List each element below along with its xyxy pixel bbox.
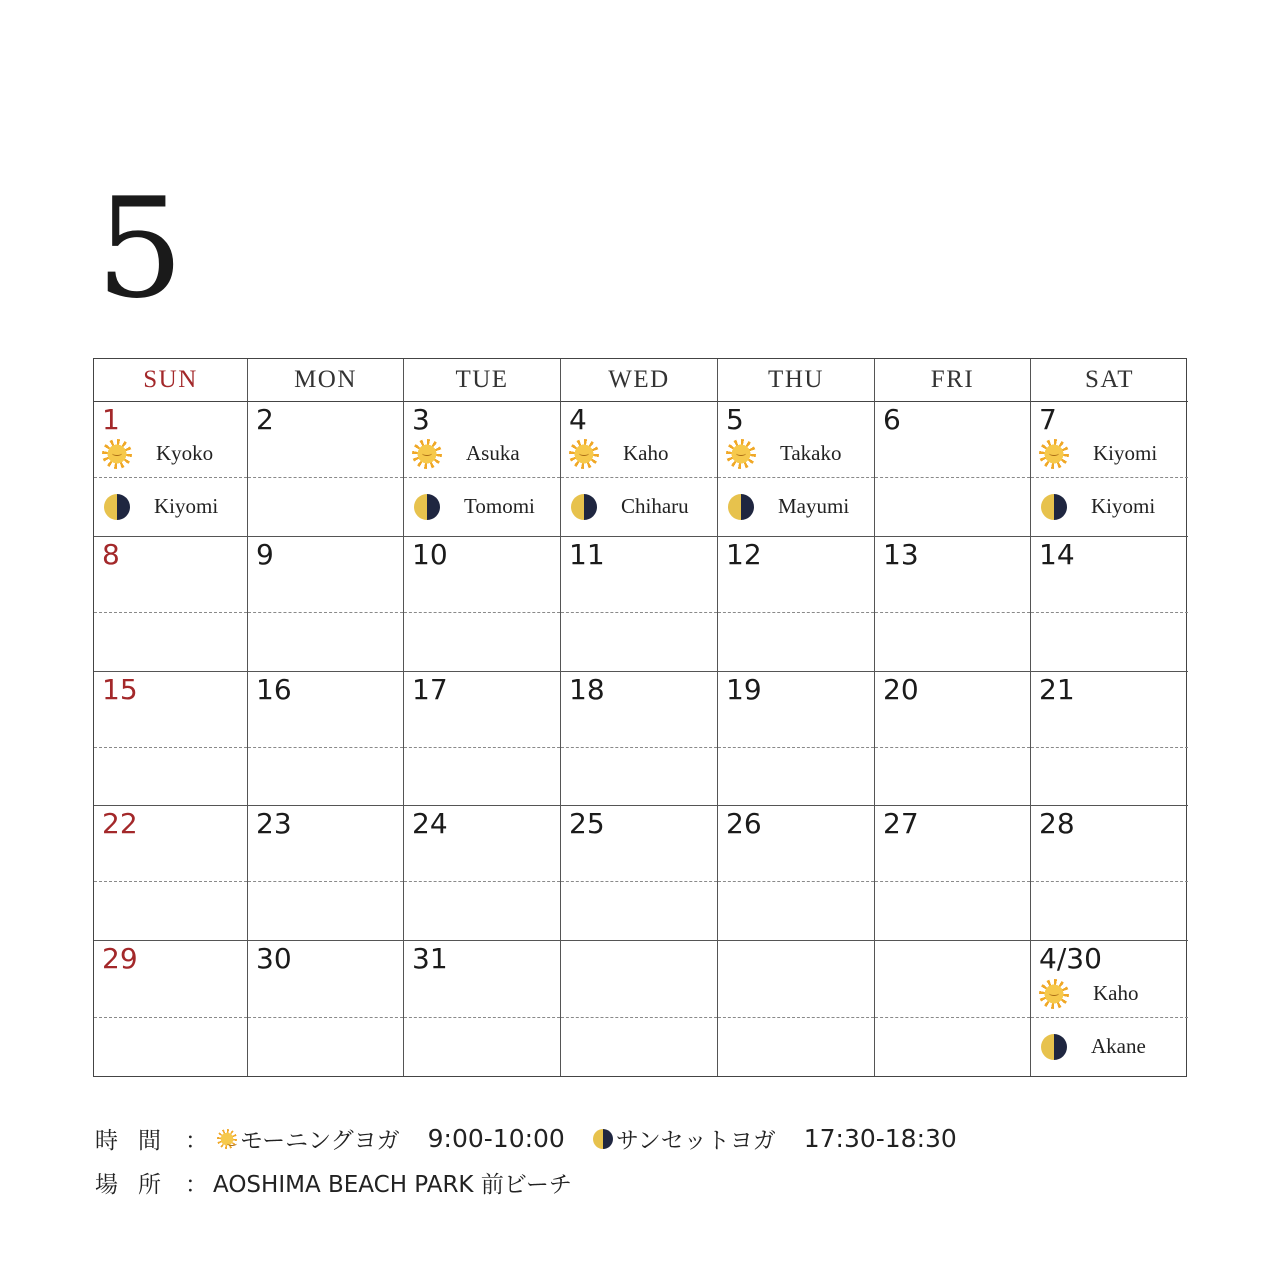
sun-icon xyxy=(102,439,132,469)
date-number: 18 xyxy=(569,672,605,706)
day-cell xyxy=(1031,672,1188,807)
colon: ： xyxy=(185,1128,208,1154)
day-cell xyxy=(1031,402,1188,537)
day-cell xyxy=(718,941,875,1076)
day-cell xyxy=(718,537,875,672)
half-moon-icon xyxy=(728,494,754,520)
half-moon-icon xyxy=(1041,1034,1067,1060)
day-cell xyxy=(248,806,404,941)
day-cell xyxy=(718,806,875,941)
day-cell xyxy=(94,537,248,672)
morning-instructor xyxy=(412,439,554,469)
sunset-instructor xyxy=(569,494,711,520)
day-cell xyxy=(561,941,718,1076)
morning-instructor xyxy=(1039,439,1182,469)
footer-time-row xyxy=(95,1122,985,1155)
date-number: 24 xyxy=(412,807,448,841)
day-cell xyxy=(1031,941,1188,1076)
instructor-name: Mayumi xyxy=(778,494,850,519)
date-number: 23 xyxy=(256,807,292,841)
date-number: 17 xyxy=(412,672,448,706)
sunset-yoga-time: 17:30-18:30 xyxy=(803,1124,957,1153)
day-cell xyxy=(248,672,404,807)
morning-yoga-label: モーニングヨガ xyxy=(240,1128,400,1154)
date-number: 7 xyxy=(1039,403,1057,436)
day-cell xyxy=(875,537,1031,672)
date-number: 19 xyxy=(726,672,762,706)
sunset-instructor xyxy=(102,494,241,520)
date-number: 29 xyxy=(102,942,138,976)
day-cell xyxy=(404,672,561,807)
instructor-name: Asuka xyxy=(466,441,520,466)
date-number: 9 xyxy=(256,537,274,571)
day-cell xyxy=(248,941,404,1076)
date-number: 3 xyxy=(412,403,430,436)
instructor-name: Kiyomi xyxy=(154,494,219,519)
footer-place-row xyxy=(95,1166,572,1199)
date-number: 12 xyxy=(726,537,762,571)
date-number: 10 xyxy=(412,537,448,571)
weekday-header-wed: WED xyxy=(561,359,718,402)
half-moon-icon xyxy=(414,494,440,520)
day-cell xyxy=(404,941,561,1076)
date-number: 16 xyxy=(256,672,292,706)
date-number: 25 xyxy=(569,807,605,841)
date-number: 4/30 xyxy=(1039,942,1102,976)
colon: ： xyxy=(185,1172,208,1198)
weekday-header-sun: SUN xyxy=(94,359,248,402)
day-cell xyxy=(718,402,875,537)
day-cell xyxy=(94,806,248,941)
sun-icon xyxy=(217,1129,237,1149)
morning-instructor xyxy=(1039,979,1182,1009)
sun-icon xyxy=(569,439,599,469)
day-cell xyxy=(94,402,248,537)
instructor-name: Kiyomi xyxy=(1093,441,1158,466)
date-number: 11 xyxy=(569,537,605,571)
sunset-instructor xyxy=(1039,1034,1182,1060)
sunset-instructor xyxy=(412,494,554,520)
date-number: 15 xyxy=(102,672,138,706)
date-number: 4 xyxy=(569,403,587,436)
date-number: 26 xyxy=(726,807,762,841)
date-number: 21 xyxy=(1039,672,1075,706)
instructor-name: Chiharu xyxy=(621,494,689,519)
weekday-header-mon: MON xyxy=(248,359,404,402)
date-number: 14 xyxy=(1039,537,1075,571)
date-number: 31 xyxy=(412,942,448,976)
day-cell xyxy=(875,806,1031,941)
day-cell xyxy=(718,672,875,807)
day-cell xyxy=(94,672,248,807)
date-number: 22 xyxy=(102,807,138,841)
morning-yoga-time: 9:00-10:00 xyxy=(427,1124,565,1153)
day-cell xyxy=(404,537,561,672)
instructor-name: Akane xyxy=(1091,1034,1146,1059)
place-value: AOSHIMA BEACH PARK 前ビーチ xyxy=(213,1172,572,1198)
weekday-header-fri: FRI xyxy=(875,359,1031,402)
date-number: 28 xyxy=(1039,807,1075,841)
day-cell xyxy=(1031,806,1188,941)
weekday-header-sat: SAT xyxy=(1031,359,1188,402)
day-cell xyxy=(561,402,718,537)
date-number: 30 xyxy=(256,942,292,976)
date-number: 2 xyxy=(256,403,274,436)
morning-instructor xyxy=(726,439,868,469)
sun-icon xyxy=(726,439,756,469)
morning-instructor xyxy=(569,439,711,469)
morning-instructor xyxy=(102,439,241,469)
day-cell xyxy=(875,402,1031,537)
calendar-grid xyxy=(93,358,1187,1077)
day-cell xyxy=(561,672,718,807)
date-number: 6 xyxy=(883,403,901,436)
date-number: 5 xyxy=(726,403,744,436)
sunset-yoga-label: サンセットヨガ xyxy=(615,1128,776,1154)
day-cell xyxy=(404,402,561,537)
sun-icon xyxy=(1039,439,1069,469)
day-cell xyxy=(561,806,718,941)
half-moon-icon xyxy=(571,494,597,520)
month-number: 5 xyxy=(96,168,184,329)
date-number: 20 xyxy=(883,672,919,706)
date-number: 1 xyxy=(102,403,120,436)
day-cell xyxy=(94,941,248,1076)
instructor-name: Kaho xyxy=(623,441,669,466)
weekday-header-thu: THU xyxy=(718,359,875,402)
instructor-name: Kaho xyxy=(1093,981,1139,1006)
day-cell xyxy=(248,402,404,537)
day-cell xyxy=(1031,537,1188,672)
weekday-header-tue: TUE xyxy=(404,359,561,402)
day-cell xyxy=(404,806,561,941)
sun-icon xyxy=(1039,979,1069,1009)
date-number: 27 xyxy=(883,807,919,841)
day-cell xyxy=(248,537,404,672)
half-moon-icon xyxy=(593,1129,613,1149)
sunset-instructor xyxy=(726,494,868,520)
instructor-name: Kyoko xyxy=(156,441,214,466)
time-label: 時間 xyxy=(95,1128,181,1154)
date-number: 8 xyxy=(102,537,120,571)
half-moon-icon xyxy=(1041,494,1067,520)
instructor-name: Tomomi xyxy=(464,494,535,519)
date-number: 13 xyxy=(883,537,919,571)
day-cell xyxy=(561,537,718,672)
instructor-name: Kiyomi xyxy=(1091,494,1156,519)
place-label: 場所 xyxy=(95,1172,181,1198)
day-cell xyxy=(875,672,1031,807)
day-cell xyxy=(875,941,1031,1076)
half-moon-icon xyxy=(104,494,130,520)
sunset-instructor xyxy=(1039,494,1182,520)
sun-icon xyxy=(412,439,442,469)
instructor-name: Takako xyxy=(780,441,842,466)
